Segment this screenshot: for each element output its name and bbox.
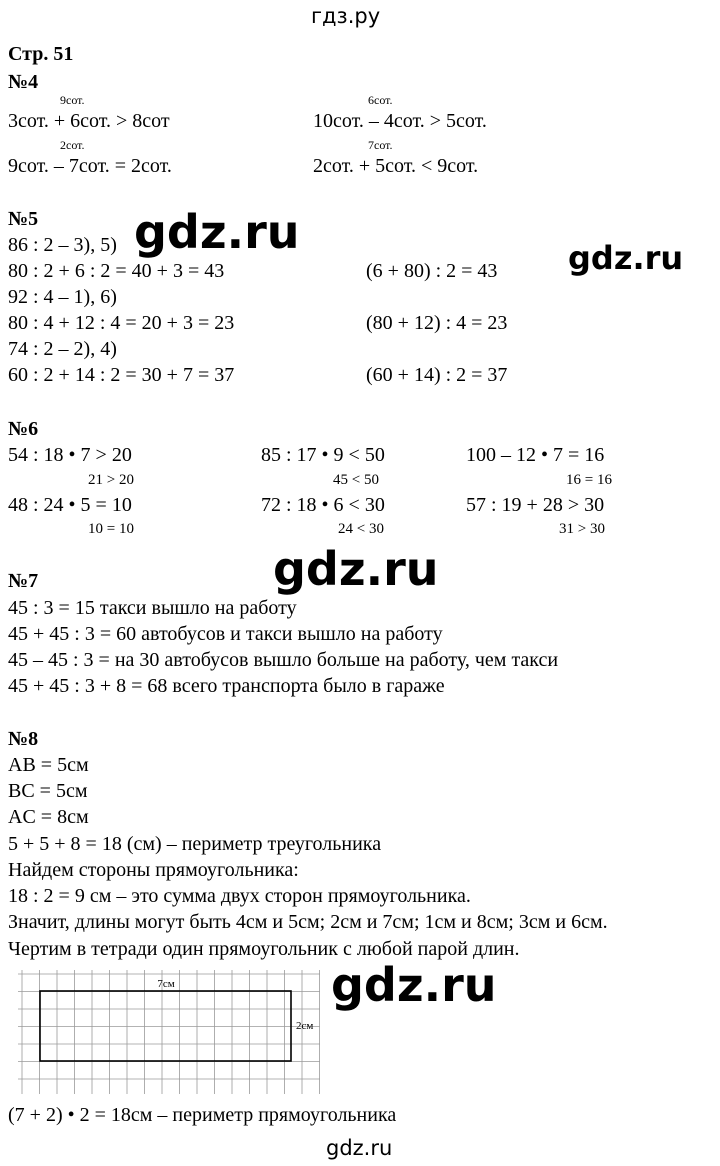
task5-line: 60 : 2 + 14 : 2 = 30 + 7 = 37	[8, 364, 235, 386]
task4-title: №4	[8, 71, 39, 93]
task5-title: №5	[8, 208, 39, 230]
task6-expression: 54 : 18 • 7 > 20	[8, 444, 132, 466]
task4-hint: 6сот.	[368, 93, 393, 107]
task5-line: 92 : 4 – 1), 6)	[8, 286, 117, 308]
watermark: gdz.ru	[273, 542, 439, 596]
task8-final: (7 + 2) • 2 = 18см – периметр прямоугольника	[8, 1104, 397, 1126]
grid-svg	[18, 970, 320, 1094]
task5-line: 80 : 4 + 12 : 4 = 20 + 3 = 23	[8, 312, 235, 334]
page-label: Стр. 51	[8, 43, 74, 65]
task6-check: 16 = 16	[566, 472, 612, 488]
task6-check: 21 > 20	[88, 472, 134, 488]
footer-watermark: gdz.ru	[326, 1136, 393, 1160]
task6-expression: 57 : 19 + 28 > 30	[466, 494, 605, 516]
task7-line: 45 + 45 : 3 = 60 автобусов и такси вышло на работу	[8, 623, 443, 645]
task6-expression: 85 : 17 • 9 < 50	[261, 444, 385, 466]
task5-line: 74 : 2 – 2), 4)	[8, 338, 117, 360]
rectangle	[40, 991, 291, 1061]
task8-line: 18 : 2 = 9 см – это сумма двух сторон прямоугольника.	[8, 885, 471, 907]
task4-hint: 7сот.	[368, 138, 393, 152]
watermark: gdz.ru	[568, 239, 684, 277]
task5-line-alt: (80 + 12) : 4 = 23	[366, 312, 508, 334]
task5-line-alt: (6 + 80) : 2 = 43	[366, 260, 498, 282]
task4-hint: 2сот.	[60, 138, 85, 152]
task5-line-alt: (60 + 14) : 2 = 37	[366, 364, 508, 386]
task5-line: 80 : 2 + 6 : 2 = 40 + 3 = 43	[8, 260, 225, 282]
task7-line: 45 : 3 = 15 такси вышло на работу	[8, 597, 297, 619]
task6-check: 10 = 10	[88, 521, 134, 537]
task6-expression: 72 : 18 • 6 < 30	[261, 494, 385, 516]
task7-line: 45 + 45 : 3 + 8 = 68 всего транспорта было в гараже	[8, 675, 445, 697]
task8-line: AC = 8см	[8, 806, 89, 828]
watermark: gdz.ru	[134, 205, 300, 259]
task4-expression: 2сот. + 5сот. < 9сот.	[313, 155, 479, 177]
task6-expression: 100 – 12 • 7 = 16	[466, 444, 605, 466]
task4-expression: 10сот. – 4сот. > 5сот.	[313, 110, 487, 132]
task7-title: №7	[8, 570, 39, 592]
task7-line: 45 – 45 : 3 = на 30 автобусов вышло больше на работу, чем такси	[8, 649, 559, 671]
task8-line: 5 + 5 + 8 = 18 (см) – периметр треугольника	[8, 833, 382, 855]
task5-line: 86 : 2 – 3), 5)	[8, 234, 117, 256]
task8-line: Найдем стороны прямоугольника:	[8, 859, 299, 881]
task6-title: №6	[8, 418, 39, 440]
task4-expression: 9сот. – 7сот. = 2сот.	[8, 155, 172, 177]
task4-expression: 3сот. + 6сот. > 8сот	[8, 110, 170, 132]
task6-check: 45 < 50	[333, 472, 379, 488]
rectangle-side-label: 2см	[296, 1020, 314, 1032]
task8-line: AB = 5см	[8, 754, 89, 776]
task8-line: BC = 5см	[8, 780, 88, 802]
task8-line: Значит, длины могут быть 4см и 5см; 2см и 7см; 1см и 8см; 3см и 6см.	[8, 911, 608, 933]
task4-hint: 9сот.	[60, 93, 85, 107]
task8-title: №8	[8, 728, 39, 750]
task6-expression: 48 : 24 • 5 = 10	[8, 494, 132, 516]
watermark: gdz.ru	[331, 958, 497, 1012]
task6-check: 31 > 30	[559, 521, 605, 537]
site-header: гдз.ру	[311, 4, 381, 28]
rectangle-top-label: 7см	[157, 978, 175, 990]
task6-check: 24 < 30	[338, 521, 384, 537]
task8-line: Чертим в тетради один прямоугольник с любой парой длин.	[8, 938, 520, 960]
rectangle-figure	[18, 970, 320, 1094]
